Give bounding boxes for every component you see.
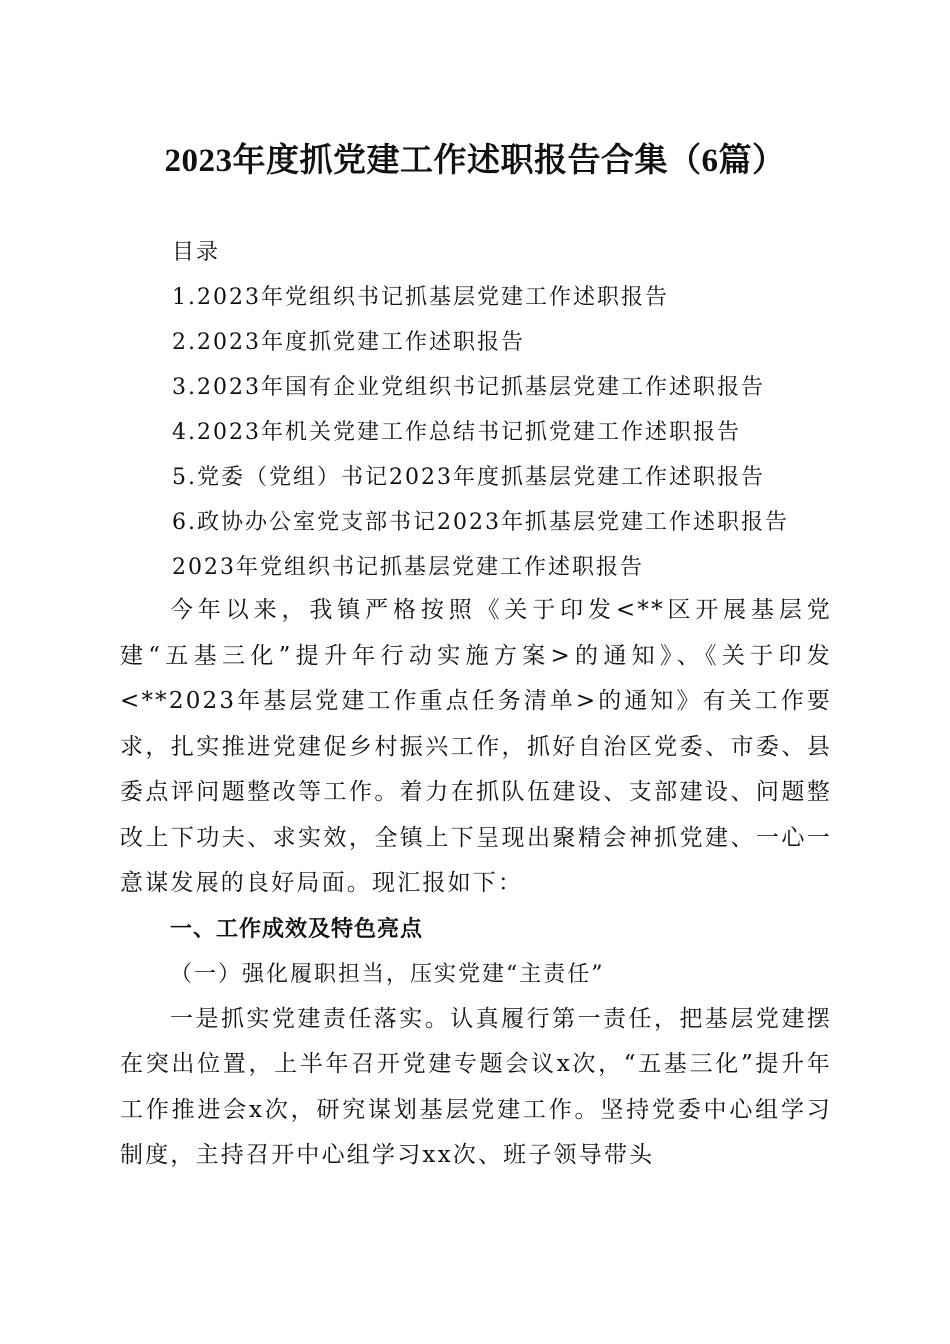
- toc-item: 4.2023年机关党建工作总结书记抓党建工作述职报告: [172, 420, 741, 445]
- point-paragraph: 一是抓实党建责任落实。认真履行第一责任，把基层党建摆在突出位置，上半年召开党建专题会议x次，“五基三化”提升年工作推进会x次，研究谋划基层党建工作。坚持党委中心组学习制度，主持召开中心组学习xx次、班子领导带头: [120, 1005, 832, 1168]
- toc-item: 5.党委（党组）书记2023年度抓基层党建工作述职报告: [172, 465, 765, 490]
- toc-item: 1.2023年党组织书记抓基层党建工作述职报告: [172, 285, 669, 310]
- toc-item: 6.政协办公室党支部书记2023年抓基层党建工作述职报告: [172, 510, 789, 535]
- subsection-heading: （一）强化履职担当，压实党建“主责任”: [170, 961, 605, 987]
- table-of-contents: [172, 230, 872, 590]
- toc-heading: 目录: [172, 240, 221, 265]
- section-heading: 一、工作成效及特色亮点: [170, 916, 424, 942]
- toc-item: 3.2023年国有企业党组织书记抓基层党建工作述职报告: [172, 375, 765, 400]
- article-title: 2023年党组织书记抓基层党建工作述职报告: [172, 555, 644, 580]
- document-title: 2023年度抓党建工作述职报告合集（6篇）: [164, 143, 786, 179]
- toc-item: 2.2023年度抓党建工作述职报告: [172, 330, 525, 355]
- article-body: [120, 588, 832, 1179]
- intro-paragraph: 今年以来，我镇严格按照《关于印发<**区开展基层党建“五基三化”提升年行动实施方案>的通知》、《关于印发<**2023年基层党建工作重点任务清单>的通知》有关工作要求，扎实推进党建促乡村振兴工作，抓好自治区党委、市委、县委点评问题整改等工作。着力在抓队伍建设、支部建设、问题整改上下功夫、求实效，全镇上下呈现出聚精会神抓党建、一心一意谋发展的良好局面。现汇报如下：: [120, 597, 832, 896]
